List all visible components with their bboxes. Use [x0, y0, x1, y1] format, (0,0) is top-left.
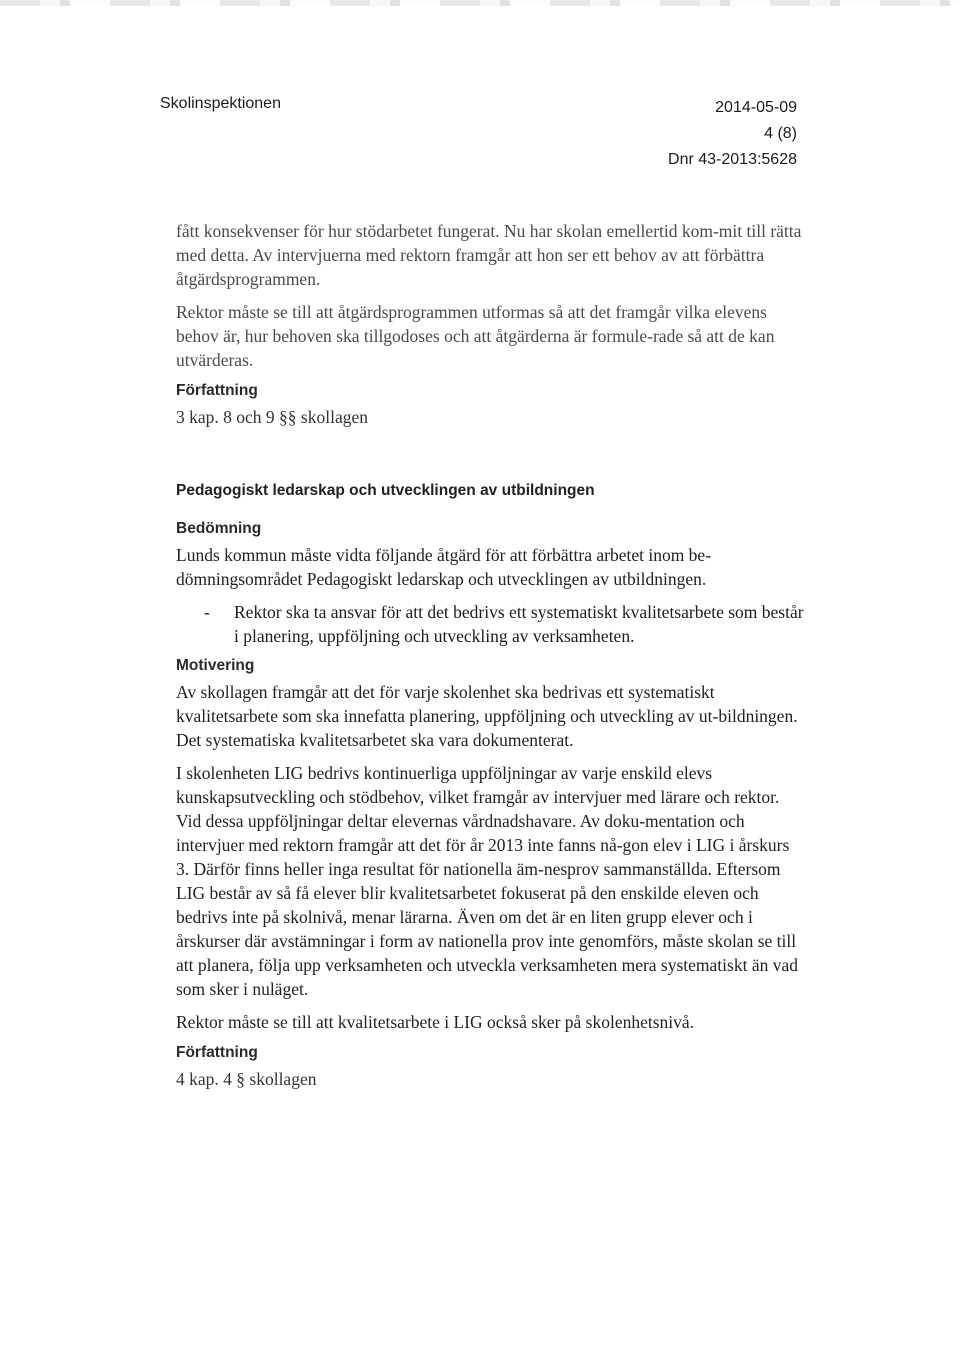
bullet-text: Rektor ska ta ansvar för att det bedrivs ett systematiskt kvalitetsarbete som består i planering, uppföljning och utveckling av verksamheten. — [234, 602, 804, 646]
intro-paragraph-1: fått konsekvenser för hur stödarbetet fungerat. Nu har skolan emellertid kom-mit till rätta med detta. Av intervjuerna med rektorn framgår att hon ser ett behov av att förbättra åtgärdsprogrammen. — [176, 221, 802, 289]
bedomning-text: Lunds kommun måste vidta följande åtgärd för att förbättra arbetet inom be-dömningsområdet Pedagogiskt ledarskap och utvecklingen av utbildningen. — [176, 545, 712, 589]
forfattning-ref-1: 3 kap. 8 och 9 §§ skollagen — [176, 407, 368, 427]
bedomning-label: Bedömning — [176, 520, 262, 537]
document-body — [176, 219, 806, 1091]
forfattning-label-1: Författning — [176, 382, 258, 399]
intro-paragraph-2: Rektor måste se till att åtgärdsprogrammen utformas så att det framgår vilka elevens behov är, hur behoven ska tillgodoses och att åtgärderna är formule-rade så att de kan utvärderas. — [176, 302, 775, 370]
motivering-label: Motivering — [176, 657, 255, 674]
header-dnr: Dnr 43-2013:5628 — [668, 151, 797, 168]
scan-edge-artifact — [0, 0, 960, 6]
forfattning-label-2: Författning — [176, 1044, 258, 1061]
header-organization: Skolinspektionen — [160, 95, 281, 112]
bedomning-bullet — [176, 600, 806, 648]
forfattning-ref-2: 4 kap. 4 § skollagen — [176, 1069, 317, 1089]
bullet-dash: - — [204, 602, 210, 622]
motivering-paragraph-2: I skolenheten LIG bedrivs kontinuerliga uppföljningar av varje enskild elevs kunskapsutveckling och stödbehov, vilket framgår av intervjuer med lärare och rektor. Vid dessa uppföljningar deltar elevernas vårdnadshavare. Av doku-mentation och intervjuer med rektorn framgår att det för år 2013 inte fanns nå-gon elev i LIG i årskurs 3. Därför finns heller inga resultat för nationella äm-nesprov sammanställda. Eftersom LIG består av så få elever blir kvalitetsarbetet fokuserat på den enskilde eleven och bedrivs inte på skolnivå, menar lärarna. Även om det är en liten grupp elever och i årskurser där avstämningar i form av nationella prov inte genomförs, måste skolan se till att planera, följa upp verksamheten och utveckla verksamheten mera systematiskt än vad som sker i nuläget. — [176, 763, 798, 999]
section-heading: Pedagogiskt ledarskap och utvecklingen av utbildningen — [176, 482, 595, 499]
header-date: 2014-05-09 — [715, 99, 797, 116]
motivering-paragraph-3: Rektor måste se till att kvalitetsarbete i LIG också sker på skolenhetsnivå. — [176, 1012, 695, 1032]
header-meta — [668, 95, 797, 173]
header-page-number: 4 (8) — [764, 125, 797, 142]
motivering-paragraph-1: Av skollagen framgår att det för varje skolenhet ska bedrivas ett systematiskt kvalitetsarbete som ska innefatta planering, uppföljning och utveckling av ut-bildningen. Det systematiska kvalitetsarbetet ska vara dokumenterat. — [176, 682, 798, 750]
